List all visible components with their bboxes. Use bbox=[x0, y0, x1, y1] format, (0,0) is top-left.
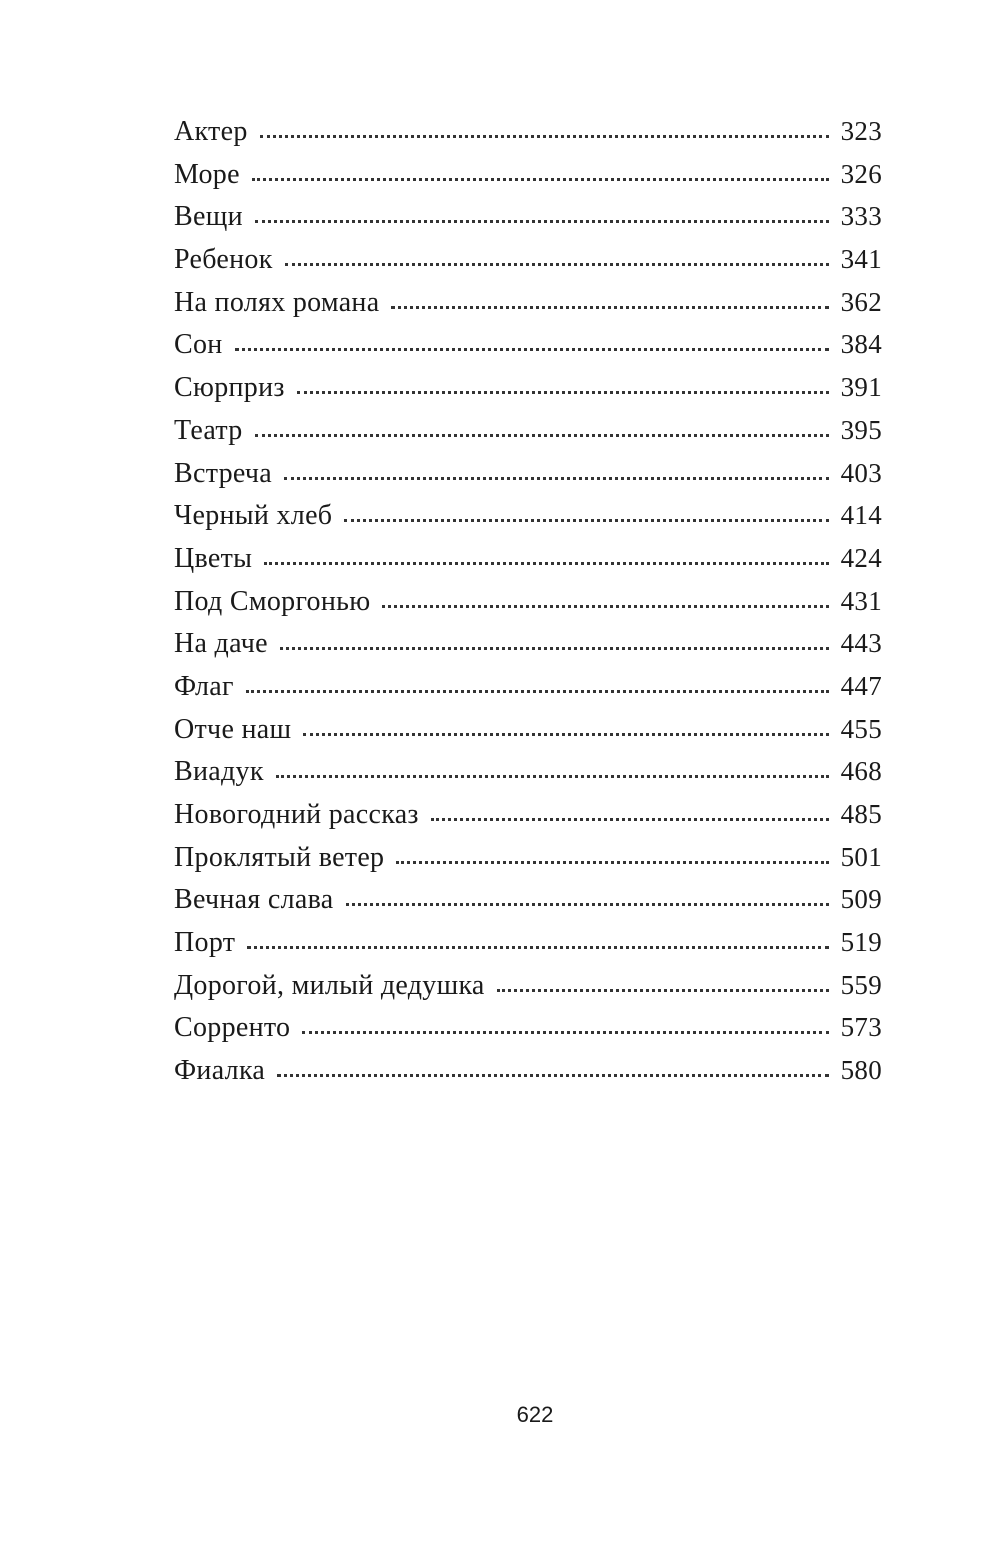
toc-entry bbox=[174, 580, 882, 623]
toc-entry bbox=[174, 323, 882, 366]
toc-entry-title: Сорренто bbox=[174, 1012, 291, 1044]
page-number: 622 bbox=[516, 1402, 554, 1427]
toc-entry bbox=[174, 836, 882, 879]
dot-leader bbox=[264, 562, 828, 565]
toc-entry-page: 501 bbox=[840, 841, 882, 872]
toc-entry-title: Встреча bbox=[174, 457, 273, 489]
dot-leader bbox=[247, 946, 828, 949]
toc-entry bbox=[174, 878, 882, 921]
toc-entry bbox=[174, 110, 882, 153]
dot-leader bbox=[235, 348, 829, 351]
toc-entry-title: Море bbox=[174, 158, 240, 190]
toc-entry-title: Театр bbox=[174, 414, 243, 446]
toc-entry bbox=[174, 366, 882, 409]
toc-entry-title: Актер bbox=[174, 116, 248, 147]
toc-entry-title: Флаг bbox=[174, 670, 234, 702]
toc-entry bbox=[174, 153, 882, 196]
toc-entry-page: 414 bbox=[840, 500, 882, 531]
toc-entry-title: Виадук bbox=[174, 756, 264, 788]
toc-entry bbox=[174, 452, 882, 495]
dot-leader bbox=[276, 775, 829, 778]
toc-entry-page: 519 bbox=[840, 927, 882, 958]
toc-entry-page: 485 bbox=[840, 799, 882, 829]
toc-entry-title: На даче bbox=[174, 628, 268, 660]
toc-entry-title: Проклятый ветер bbox=[174, 841, 385, 873]
dot-leader bbox=[346, 903, 829, 906]
toc-entry bbox=[174, 281, 882, 324]
dot-leader bbox=[277, 1074, 828, 1077]
toc-entry-page: 341 bbox=[840, 244, 882, 275]
toc-entry-title: Сюрприз bbox=[174, 372, 285, 404]
toc-entry-title: Ребенок bbox=[174, 244, 273, 276]
toc-entry bbox=[174, 622, 882, 665]
toc-entry-page: 395 bbox=[840, 414, 882, 445]
toc-entry-title: Дорогой, милый дедушка bbox=[174, 969, 485, 1001]
toc-entry-title: Под Сморгонью bbox=[174, 585, 371, 617]
toc-entry-title: Новогодний рассказ bbox=[174, 799, 419, 830]
toc-entry bbox=[174, 665, 882, 708]
toc-entry-page: 443 bbox=[840, 628, 882, 659]
toc-entry bbox=[174, 750, 882, 793]
toc-entry-title: Вечная слава bbox=[174, 884, 334, 916]
toc-entry-title: Порт bbox=[174, 927, 236, 959]
toc-entry-title: Цветы bbox=[174, 542, 253, 574]
toc-entry-title: На полях романа bbox=[174, 286, 380, 318]
toc-entry bbox=[174, 494, 882, 537]
toc-entry-page: 403 bbox=[840, 457, 882, 488]
dot-leader bbox=[255, 434, 829, 437]
dot-leader bbox=[255, 220, 829, 223]
dot-leader bbox=[260, 135, 829, 138]
toc-entry bbox=[174, 793, 882, 836]
toc-entry bbox=[174, 964, 882, 1007]
toc-entry-page: 468 bbox=[840, 756, 882, 787]
toc-entry bbox=[174, 409, 882, 452]
toc-entry-title: Вещи bbox=[174, 201, 243, 233]
toc-entry bbox=[174, 921, 882, 964]
dot-leader bbox=[280, 647, 829, 650]
toc-entry-page: 509 bbox=[840, 884, 882, 915]
toc-entry bbox=[174, 1049, 882, 1092]
toc-entry-page: 391 bbox=[840, 372, 882, 403]
dot-leader bbox=[303, 733, 828, 736]
toc-entry-page: 362 bbox=[840, 286, 882, 317]
dot-leader bbox=[284, 477, 829, 480]
toc-entry-page: 323 bbox=[840, 116, 882, 146]
dot-leader bbox=[302, 1031, 828, 1034]
toc-entry bbox=[174, 238, 882, 281]
toc-entry bbox=[174, 537, 882, 580]
dot-leader bbox=[497, 989, 829, 992]
toc-entry-page: 559 bbox=[840, 969, 882, 1000]
toc-entry-title: Отче наш bbox=[174, 713, 292, 745]
toc-entry-page: 455 bbox=[840, 713, 882, 744]
toc-entry bbox=[174, 708, 882, 751]
dot-leader bbox=[285, 263, 829, 266]
table-of-contents bbox=[174, 110, 882, 1092]
dot-leader bbox=[431, 818, 829, 821]
dot-leader bbox=[246, 690, 829, 693]
dot-leader bbox=[391, 306, 828, 309]
toc-entry-page: 424 bbox=[840, 542, 882, 573]
toc-entry-page: 431 bbox=[840, 585, 882, 616]
dot-leader bbox=[396, 861, 828, 864]
dot-leader bbox=[252, 178, 829, 181]
toc-entry bbox=[174, 1006, 882, 1049]
toc-entry-page: 326 bbox=[840, 158, 882, 189]
toc-entry-page: 384 bbox=[840, 329, 882, 360]
toc-entry-page: 573 bbox=[840, 1012, 882, 1043]
dot-leader bbox=[297, 391, 829, 394]
toc-entry-page: 580 bbox=[840, 1055, 882, 1086]
toc-entry-title: Черный хлеб bbox=[174, 500, 333, 532]
toc-entry-title: Сон bbox=[174, 329, 223, 361]
toc-entry-page: 447 bbox=[840, 670, 882, 701]
dot-leader bbox=[344, 519, 828, 522]
toc-entry bbox=[174, 195, 882, 238]
dot-leader bbox=[382, 605, 828, 608]
toc-entry-page: 333 bbox=[840, 201, 882, 232]
toc-entry-title: Фиалка bbox=[174, 1055, 266, 1087]
